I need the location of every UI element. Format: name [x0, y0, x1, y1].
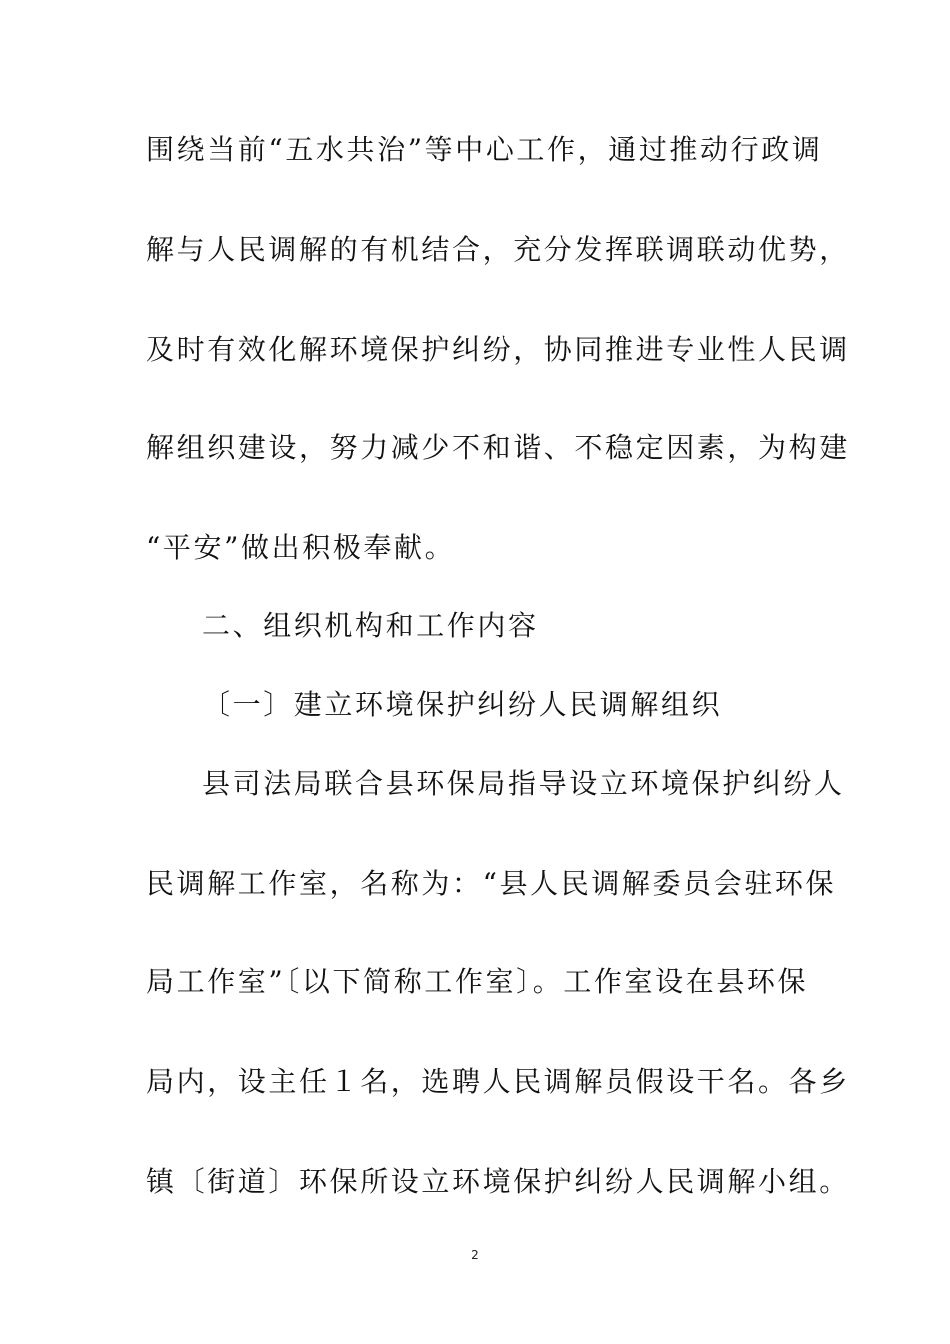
paragraph-line-9: 局内，设主任１名，选聘人民调解员假设干名。各乡	[146, 1065, 850, 1098]
paragraph-line-4: 解组织建设，努力减少不和谐、不稳定因素，为构建	[146, 431, 850, 464]
paragraph-line-2: 解与人民调解的有机结合，充分发挥联调联动优势，	[146, 233, 850, 266]
paragraph-line-8: 局工作室”〔以下简称工作室〕。工作室设在县环保	[146, 965, 809, 998]
paragraph-line-1: 围绕当前“五水共治”等中心工作，通过推动行政调	[146, 133, 823, 166]
paragraph-line-7: 民调解工作室，名称为：“县人民调解委员会驻环保	[146, 867, 837, 900]
section-heading: 二、组织机构和工作内容	[202, 609, 539, 642]
paragraph-line-6: 县司法局联合县环保局指导设立环境保护纠纷人	[202, 767, 845, 800]
subsection-heading: 〔一〕建立环境保护纠纷人民调解组织	[202, 688, 723, 721]
paragraph-line-3: 及时有效化解环境保护纠纷，协同推进专业性人民调	[146, 333, 850, 366]
paragraph-line-5: “平安”做出积极奉献。	[146, 531, 456, 564]
paragraph-line-10: 镇〔街道〕环保所设立环境保护纠纷人民调解小组。	[146, 1165, 850, 1198]
page-number: 2	[471, 1248, 479, 1262]
